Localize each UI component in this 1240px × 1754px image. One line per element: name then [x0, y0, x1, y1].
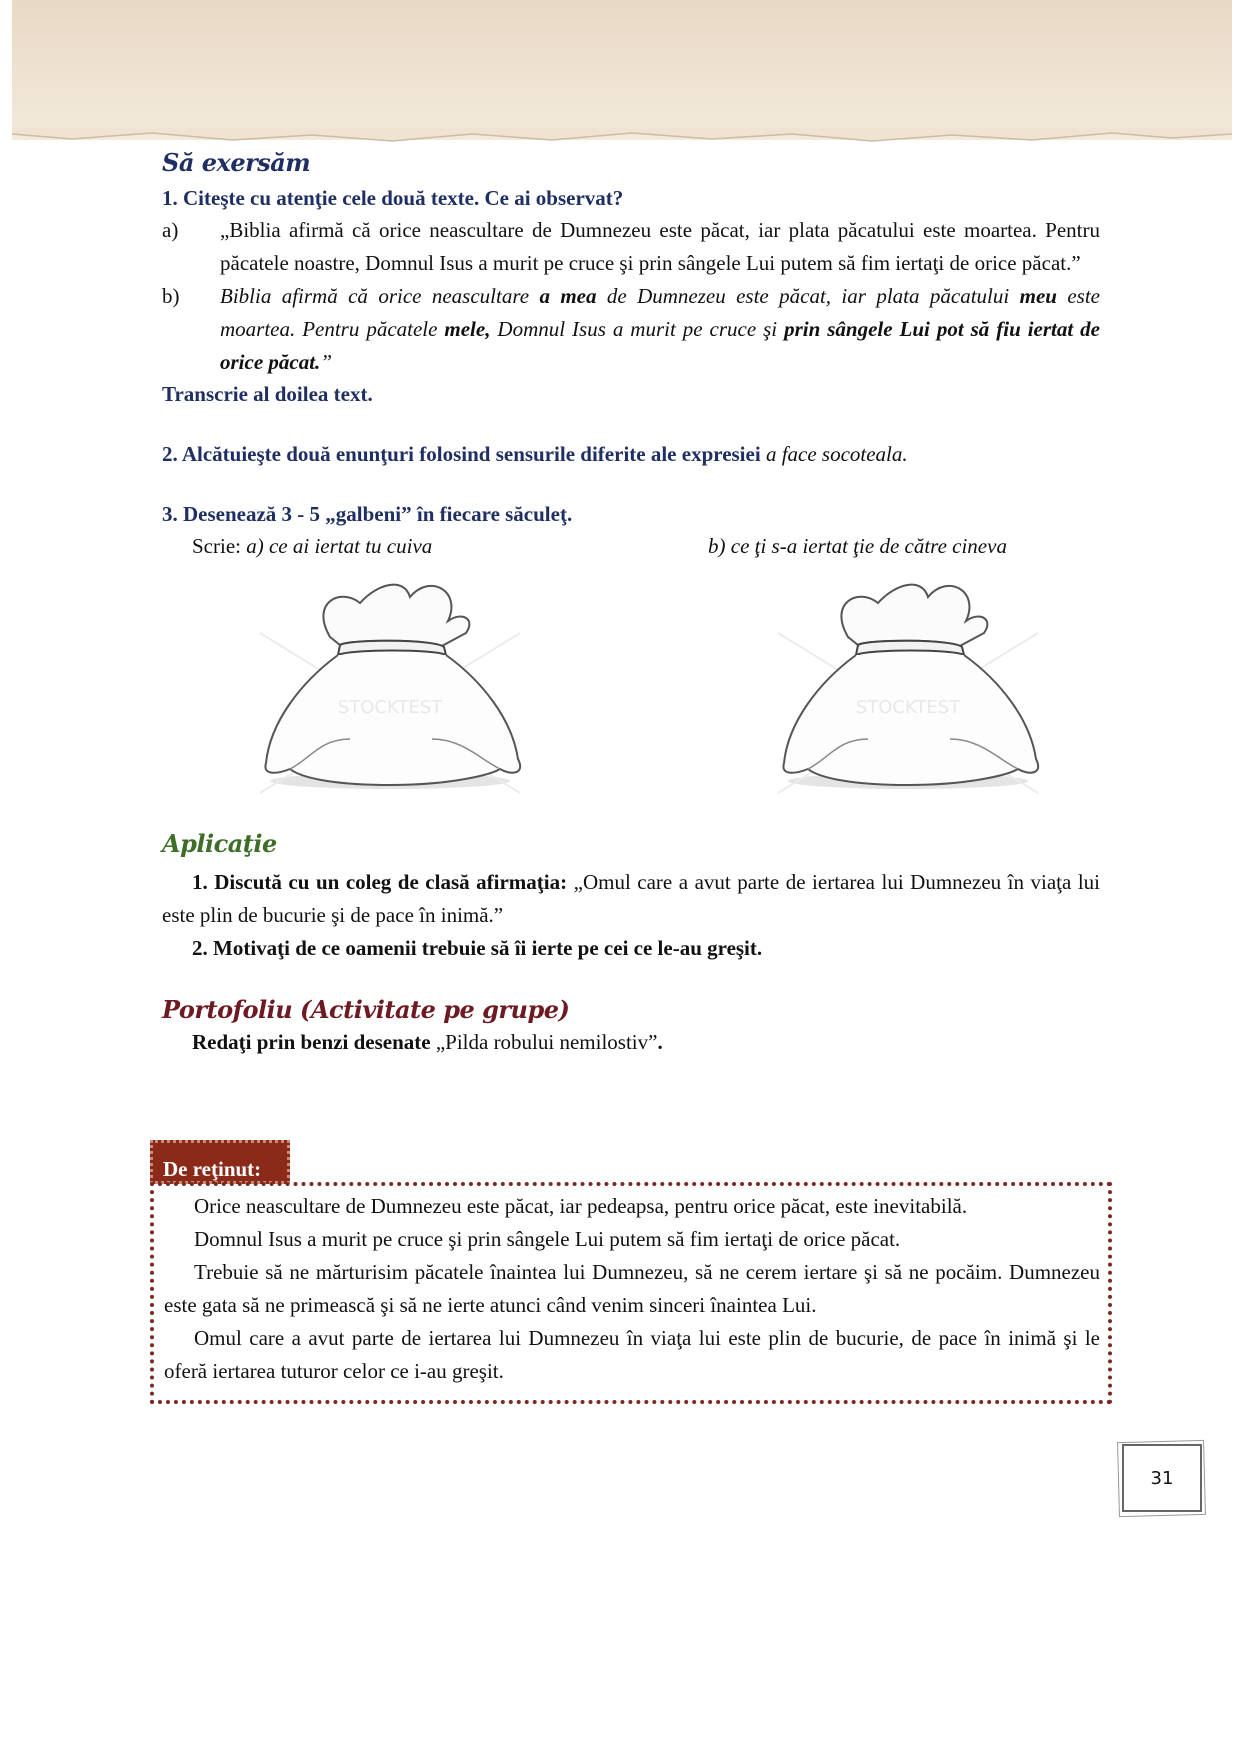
bags-area: [162, 563, 1100, 825]
text-b: [220, 280, 1100, 379]
question-2: [162, 439, 1100, 470]
text-a-row: [162, 214, 1100, 280]
portofoliu-text: [162, 1026, 1100, 1059]
watermark-text: STOCKTEST: [855, 697, 961, 718]
scrie-a-text: a) ce ai iertat tu cuiva: [246, 534, 433, 558]
text-b-part: Biblia afirmă că orice neascultare: [220, 284, 540, 308]
retinut-line: Trebuie să ne mărturisim păcatele înaintea lui Dumnezeu, să ne cerem iertare şi să ne pocăim. Dumnezeu este gata să ne primească şi să ne ierte atunci când venim sinceri înaintea Lui.: [164, 1260, 1100, 1317]
aplicatie-item-1: [162, 866, 1100, 932]
question-3: 3. Desenează 3 - 5 „galbeni” în fiecare săculeţ.: [162, 502, 573, 526]
retinut-line: Domnul Isus a murit pe cruce şi prin sângele Lui putem să fim iertaţi de orice păcat.: [194, 1227, 901, 1251]
retinut-box: [150, 1182, 1112, 1404]
text-a-label: a): [162, 218, 179, 242]
retinut-label: De reţinut:: [150, 1140, 290, 1184]
text-b-label: b): [162, 284, 180, 308]
aplicatie-item-1-bold: 1. Discută cu un coleg de clasă afirmaţia:: [192, 870, 568, 894]
text-b-part: Domnul Isus a murit pe cruce şi: [490, 317, 785, 341]
scrie-row: [162, 530, 1100, 563]
page-content: [162, 148, 1100, 1059]
section-title-portofoliu: Portofoliu (Activitate pe grupe): [162, 995, 570, 1024]
text-b-row: [162, 280, 1100, 379]
text-b-emphasis: meu: [1019, 284, 1057, 308]
question-2-expression: a face socoteala.: [765, 442, 908, 466]
paper-header-decoration: [12, 0, 1232, 140]
retinut-line: Omul care a avut parte de iertarea lui Dumnezeu în viaţa lui este plin de bucurie, de pace în inimă şi le oferă iertarea tuturor celor ce i-au greşit.: [164, 1326, 1100, 1383]
question-2-text: 2. Alcătuieşte două enunţuri folosind sensurile diferite ale expresiei: [162, 442, 761, 466]
section-title-aplicatie: Aplicaţie: [162, 829, 277, 858]
scrie-b-text: b) ce ţi s-a iertat ţie de către cineva: [708, 534, 1007, 558]
money-bag-image-b: [718, 563, 1098, 823]
aplicatie-item-2: 2. Motivaţi de ce oamenii trebuie să îi ierte pe cei ce le-au greşit.: [192, 936, 763, 960]
portofoliu-bold: Redaţi prin benzi desenate: [192, 1030, 431, 1054]
watermark-text: STOCKTEST: [337, 697, 443, 718]
scrie-a: [192, 530, 708, 563]
portofoliu-end: .: [657, 1030, 663, 1054]
text-b-part: ”: [320, 350, 332, 374]
question-1: 1. Citeşte cu atenţie cele două texte. Ce ai observat?: [162, 186, 624, 210]
text-b-emphasis: a mea: [539, 284, 597, 308]
money-bag-image-a: [200, 563, 580, 823]
text-b-emphasis: prin sângele Lui pot să fiu iertat de orice păcat.: [220, 317, 1100, 374]
portofoliu-quote: „Pilda robului nemilostiv”: [430, 1030, 658, 1054]
text-b-emphasis: mele,: [444, 317, 491, 341]
page-number: 31: [1122, 1444, 1202, 1512]
text-b-part: de Dumnezeu este păcat, iar plata păcatului: [596, 284, 1020, 308]
transcribe-instruction: Transcrie al doilea text.: [162, 382, 373, 406]
scrie-label: Scrie:: [192, 534, 241, 558]
text-b-part: este moartea. Pentru păcatele: [220, 284, 1100, 341]
text-a: „Biblia afirmă că orice neascultare de Dumnezeu este păcat, iar plata păcatului este moartea. Pentru păcatele noastre, Domnul Isus a murit pe cruce şi prin sângele Lui putem să fim iertaţi de orice păcat.”: [220, 218, 1100, 275]
aplicatie-item-1-text: „Omul care a avut parte de iertarea lui Dumnezeu în viaţa lui este plin de bucurie şi de pace în inimă.”: [162, 870, 1100, 927]
section-title-exersam: Să exersăm: [162, 148, 311, 177]
retinut-line: Orice neascultare de Dumnezeu este păcat, iar pedeapsa, pentru orice păcat, este inevitabilă.: [194, 1194, 968, 1218]
